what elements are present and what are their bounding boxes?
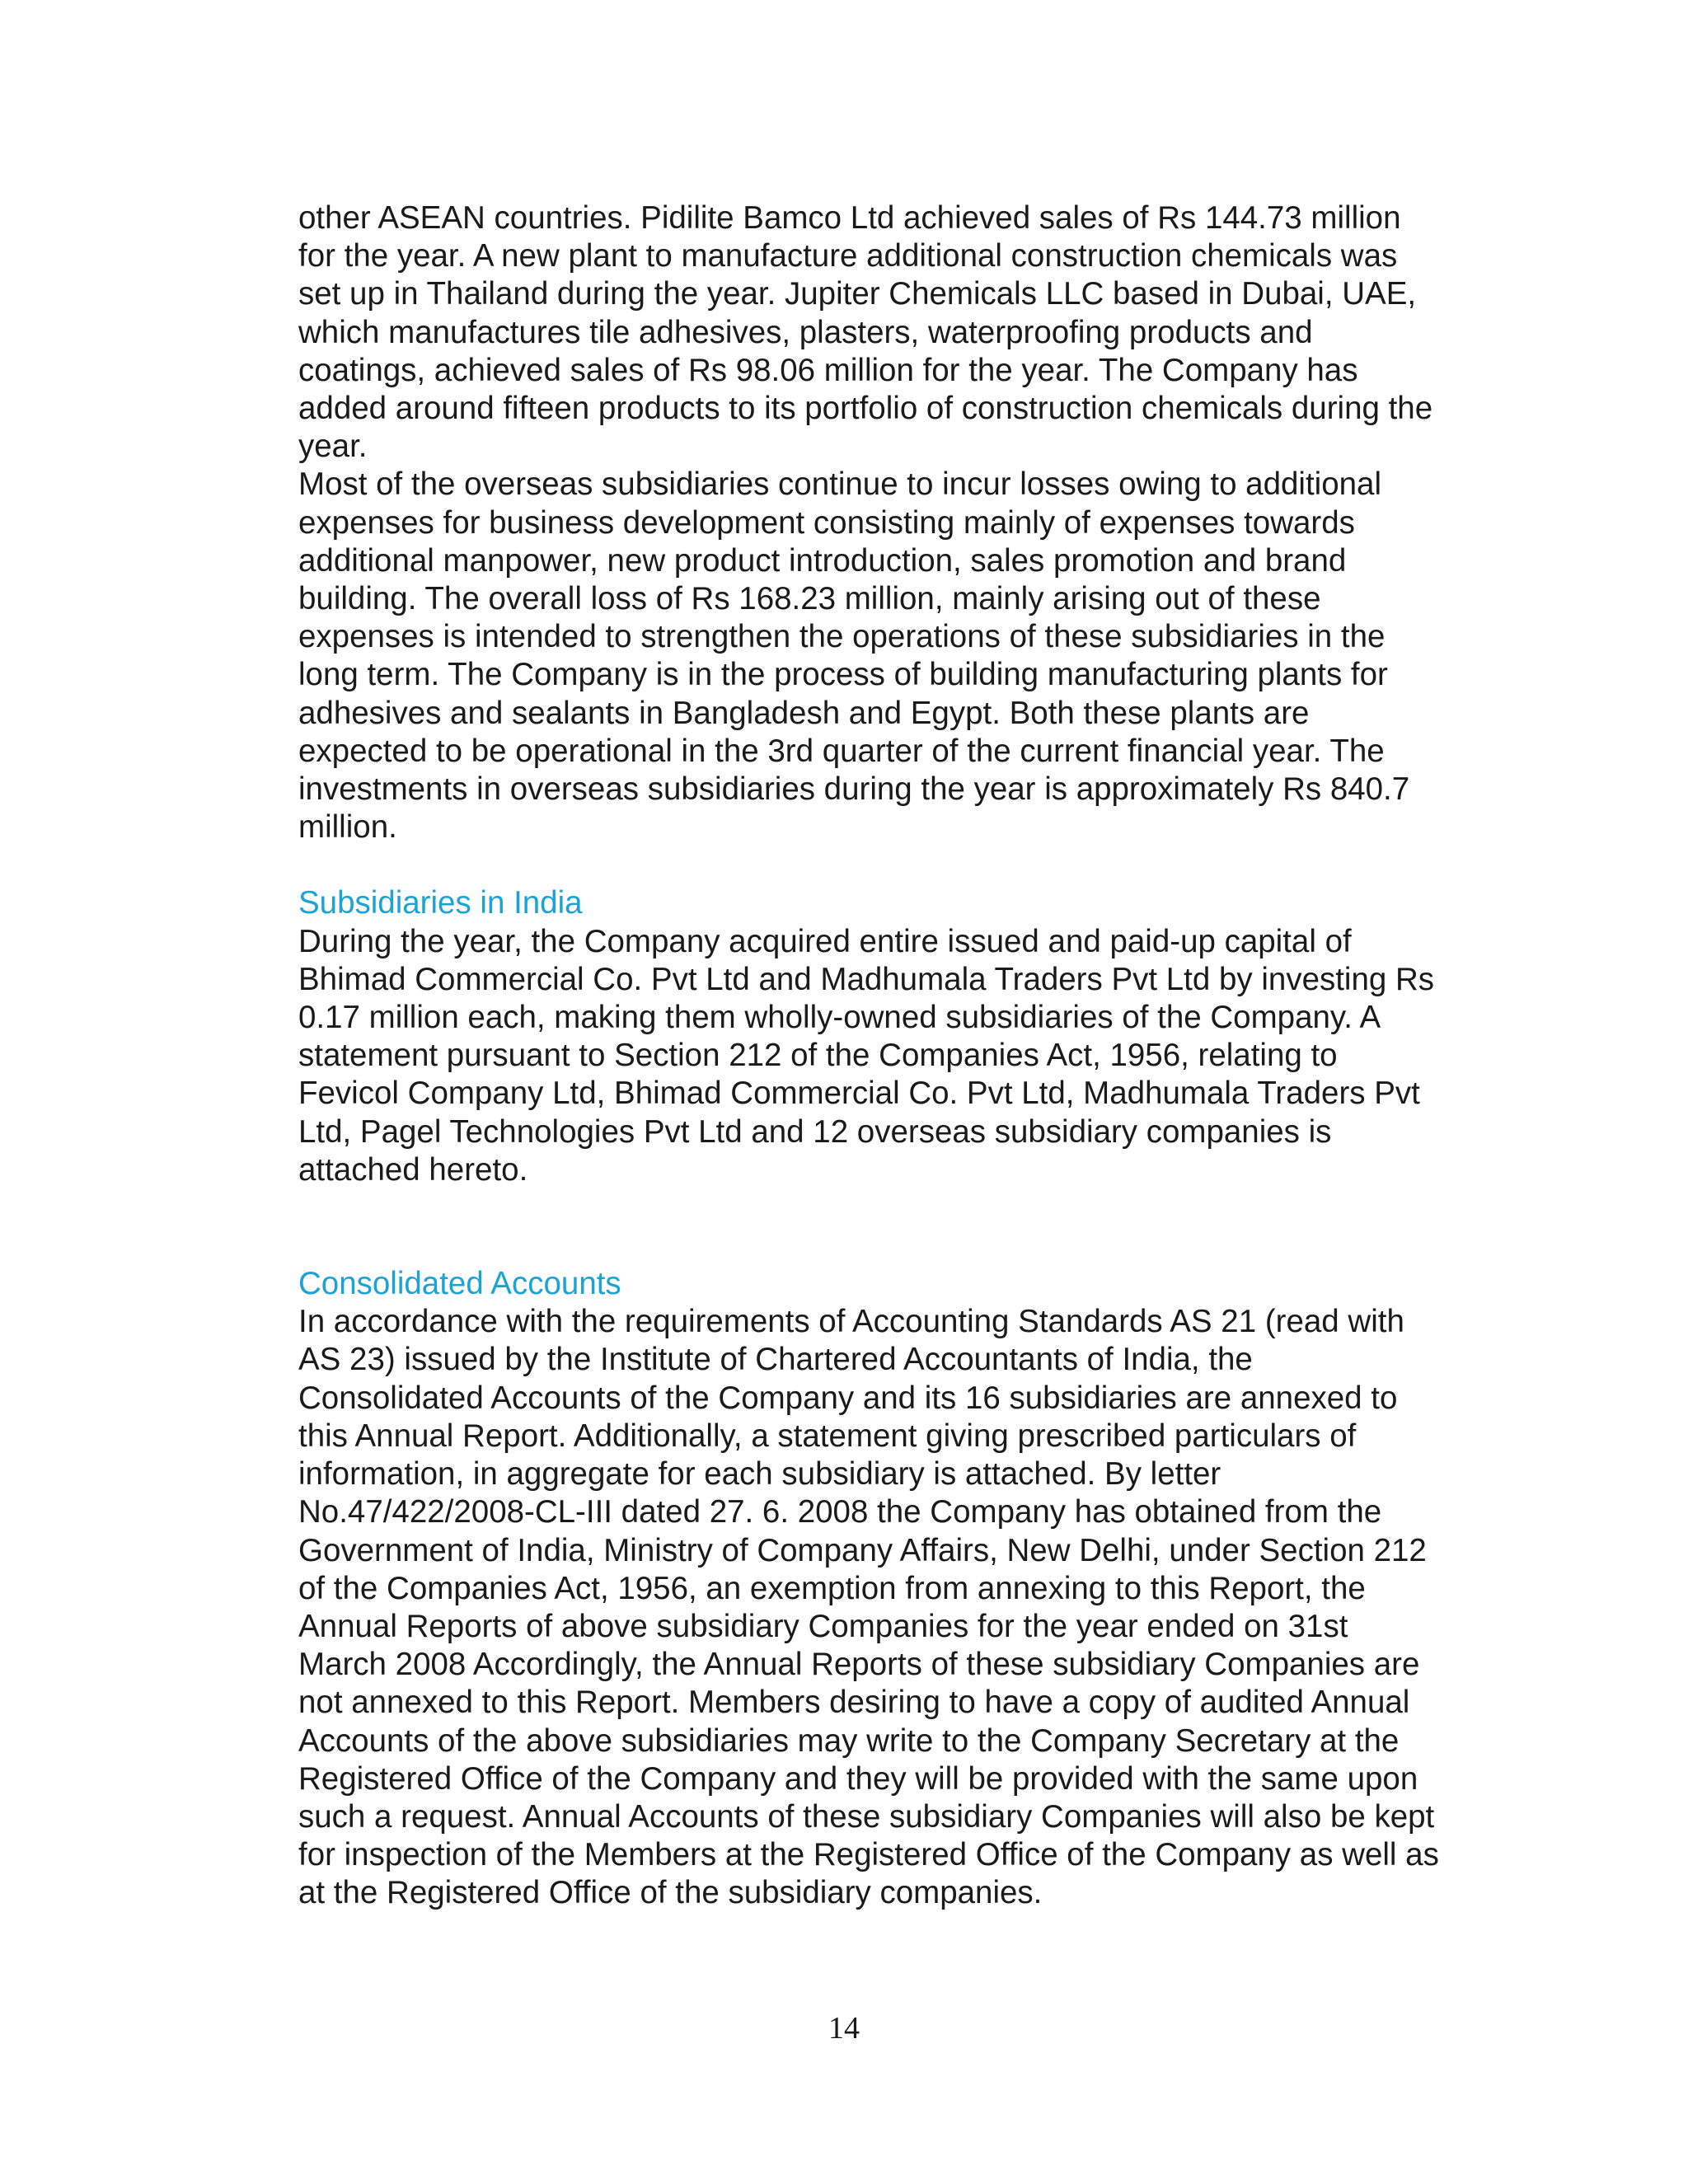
text-line: attached hereto. bbox=[298, 1151, 528, 1188]
text-line: expenses is intended to strengthen the operations of these subsidiaries in the bbox=[298, 619, 1386, 655]
text-line: coatings, achieved sales of Rs 98.06 million for the year. The Company has bbox=[298, 352, 1358, 388]
text-line: expenses for business development consisting mainly of expenses towards bbox=[298, 504, 1355, 541]
text-line: such a request. Annual Accounts of these subsidiary Companies will also be kept bbox=[298, 1798, 1435, 1835]
text-line: No.47/422/2008-CL-III dated 27. 6. 2008 the Company has obtained from the bbox=[298, 1494, 1382, 1530]
text-line: Accounts of the above subsidiaries may write to the Company Secretary at the bbox=[298, 1722, 1400, 1759]
text-line: Fevicol Company Ltd, Bhimad Commercial Co. Pvt Ltd, Madhumala Traders Pvt bbox=[298, 1076, 1420, 1112]
text-line: long term. The Company is in the process of building manufacturing plants for bbox=[298, 657, 1388, 693]
text-line: Ltd, Pagel Technologies Pvt Ltd and 12 overseas subsidiary companies is bbox=[298, 1113, 1332, 1150]
section-heading-india: Subsidiaries in India bbox=[298, 885, 583, 921]
text-line: other ASEAN countries. Pidilite Bamco Ltd achieved sales of Rs 144.73 million bbox=[298, 200, 1401, 236]
text-line: set up in Thailand during the year. Jupiter Chemicals LLC based in Dubai, UAE, bbox=[298, 276, 1417, 312]
page-body bbox=[298, 199, 1502, 1913]
text-line: added around fifteen products to its portfolio of construction chemicals during the bbox=[298, 391, 1433, 427]
section-spacer bbox=[298, 1189, 1502, 1265]
text-line: During the year, the Company acquired entire issued and paid-up capital of bbox=[298, 923, 1352, 959]
text-line: million. bbox=[298, 809, 397, 846]
paragraph-overseas-losses bbox=[298, 466, 1502, 846]
paragraph-spacer bbox=[298, 846, 1502, 884]
text-line: not annexed to this Report. Members desiring to have a copy of audited Annual bbox=[298, 1685, 1410, 1721]
section-heading-consolidated: Consolidated Accounts bbox=[298, 1266, 621, 1302]
text-line: 0.17 million each, making them wholly-owned subsidiaries of the Company. A bbox=[298, 1000, 1381, 1036]
text-line: for the year. A new plant to manufacture additional construction chemicals was bbox=[298, 238, 1398, 274]
text-line: which manufactures tile adhesives, plasters, waterproofing products and bbox=[298, 314, 1313, 350]
text-line: this Annual Report. Additionally, a statement giving prescribed particulars of bbox=[298, 1418, 1357, 1454]
text-line: investments in overseas subsidiaries during the year is approximately Rs 840.7 bbox=[298, 771, 1410, 808]
text-line: Government of India, Ministry of Company Affairs, New Delhi, under Section 212 bbox=[298, 1532, 1427, 1568]
text-line: adhesives and sealants in Bangladesh and Egypt. Both these plants are bbox=[298, 695, 1310, 731]
text-line: year. bbox=[298, 429, 368, 465]
text-line: additional manpower, new product introduction, sales promotion and brand bbox=[298, 542, 1347, 579]
text-line: Registered Office of the Company and they will be provided with the same upon bbox=[298, 1760, 1418, 1797]
text-line: Consolidated Accounts of the Company and its 16 subsidiaries are annexed to bbox=[298, 1380, 1398, 1416]
text-line: information, in aggregate for each subsidiary is attached. By letter bbox=[298, 1456, 1221, 1493]
text-line: Most of the overseas subsidiaries continue to incur losses owing to additional bbox=[298, 466, 1382, 503]
text-line: Annual Reports of above subsidiary Companies for the year ended on 31st bbox=[298, 1608, 1348, 1644]
text-line: building. The overall loss of Rs 168.23 million, mainly arising out of these bbox=[298, 581, 1321, 617]
text-line: AS 23) issued by the Institute of Chartered Accountants of India, the bbox=[298, 1342, 1253, 1378]
text-line: for inspection of the Members at the Registered Office of the Company as well as bbox=[298, 1837, 1439, 1873]
text-line: of the Companies Act, 1956, an exemption from annexing to this Report, the bbox=[298, 1570, 1366, 1606]
text-line: Bhimad Commercial Co. Pvt Ltd and Madhumala Traders Pvt Ltd by investing Rs bbox=[298, 961, 1435, 997]
paragraph-asean-sales bbox=[298, 199, 1502, 466]
page-number: 14 bbox=[828, 2011, 860, 2046]
text-line: at the Registered Office of the subsidiary companies. bbox=[298, 1875, 1043, 1911]
text-line: statement pursuant to Section 212 of the Companies Act, 1956, relating to bbox=[298, 1038, 1338, 1074]
text-line: March 2008 Accordingly, the Annual Reports of these subsidiary Companies are bbox=[298, 1647, 1420, 1683]
section-subsidiaries-india bbox=[298, 884, 1502, 1189]
text-line: expected to be operational in the 3rd quarter of the current financial year. The bbox=[298, 733, 1385, 769]
section-consolidated-accounts bbox=[298, 1265, 1502, 1912]
text-line: In accordance with the requirements of Accounting Standards AS 21 (read with bbox=[298, 1304, 1404, 1340]
